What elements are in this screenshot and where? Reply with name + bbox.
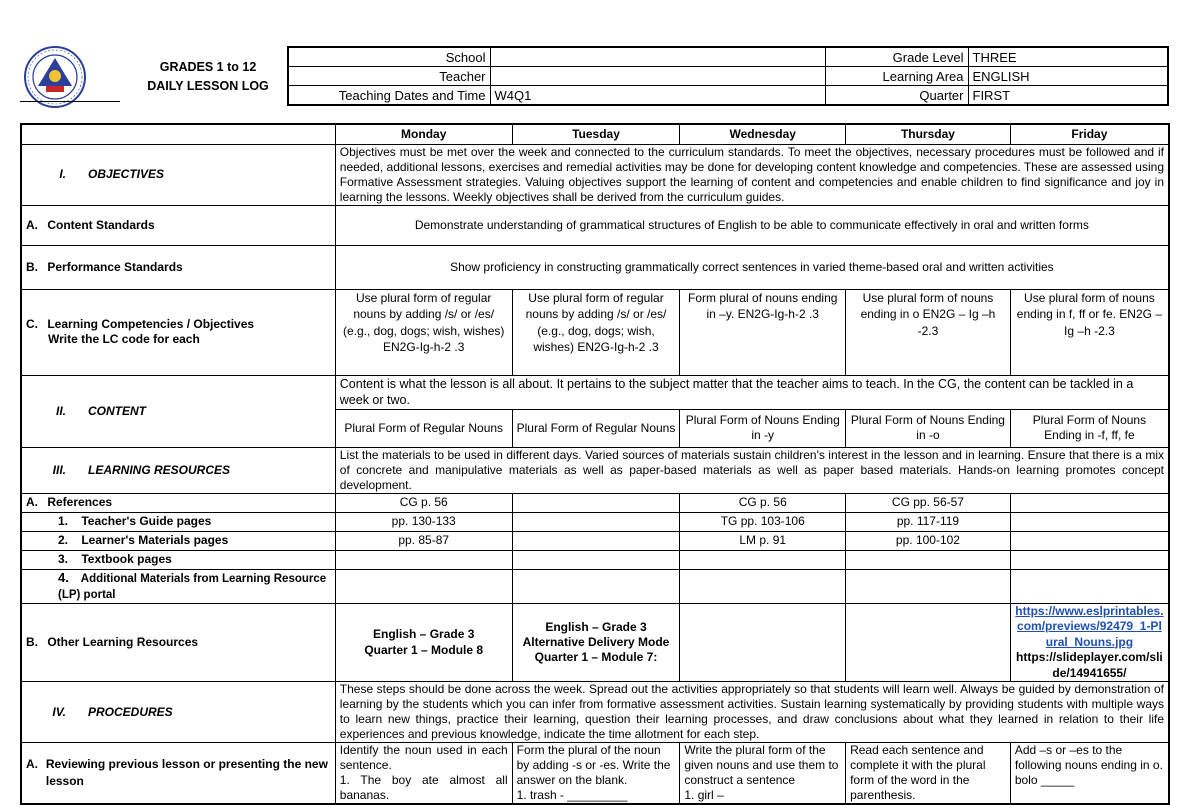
- section-label: CONTENT: [88, 403, 146, 418]
- item-label: Learner's Materials pages: [81, 533, 229, 547]
- content-standards-row: [21, 205, 1169, 245]
- review-monday: [335, 743, 512, 805]
- performance-standards-row: [21, 245, 1169, 289]
- review-monday-item: 1. The boy ate almost all bananas.: [339, 773, 508, 802]
- content-note-row: [21, 375, 1169, 409]
- references-friday: [1010, 493, 1169, 512]
- content-tuesday: Plural Form of Regular Nouns: [512, 409, 680, 447]
- teaching-dates-value[interactable]: W4Q1: [490, 86, 825, 106]
- item-label: Teacher's Guide pages: [81, 514, 212, 528]
- textbook-wednesday: [680, 550, 846, 569]
- resources-heading: [21, 447, 335, 493]
- day-tuesday: Tuesday: [512, 124, 680, 144]
- lm-pages-label: [21, 531, 335, 550]
- additional-wednesday: [680, 569, 846, 603]
- slideplayer-link[interactable]: https://slideplayer.com/slide/14941655/: [1016, 650, 1163, 680]
- school-label: School: [288, 47, 490, 67]
- references-tuesday: [512, 493, 680, 512]
- item-letter: A.: [26, 757, 38, 771]
- content-thursday: Plural Form of Nouns Ending in -o: [846, 409, 1011, 447]
- other-friday: [1010, 603, 1169, 682]
- item-label: Reviewing previous lesson or presenting the new lesson: [45, 757, 328, 788]
- content-monday: Plural Form of Regular Nouns: [335, 409, 512, 447]
- item-letter: C.: [26, 317, 38, 331]
- school-value[interactable]: [490, 47, 825, 67]
- additional-materials-label: [21, 569, 335, 603]
- deped-seal: [24, 46, 86, 108]
- tg-pages-wednesday: TG pp. 103-106: [680, 512, 846, 531]
- item-number: 2.: [58, 533, 69, 547]
- objectives-heading: [21, 144, 335, 205]
- other-tuesday-line-2: Alternative Delivery Mode: [522, 634, 670, 649]
- textbook-row: [21, 550, 1169, 569]
- quarter-value[interactable]: FIRST: [968, 86, 1168, 106]
- review-friday: [1010, 743, 1169, 805]
- teacher-label: Teacher: [288, 67, 490, 86]
- section-label: LEARNING RESOURCES: [88, 462, 231, 477]
- content-friday: Plural Form of Nouns Ending in -f, ff, fe: [1010, 409, 1169, 447]
- references-thursday: CG pp. 56-57: [846, 493, 1011, 512]
- content-heading: [21, 375, 335, 447]
- lm-pages-wednesday: LM p. 91: [680, 531, 846, 550]
- competencies-row: [21, 289, 1169, 375]
- day-friday: Friday: [1010, 124, 1169, 144]
- review-thursday-instruction: Read each sentence and complete it with the plural form of the word in the parenthesis.: [850, 743, 986, 802]
- other-monday: [335, 603, 512, 682]
- review-monday-instruction: Identify the noun used in each sentence.: [339, 743, 508, 772]
- item-number: 4.: [58, 569, 69, 585]
- competency-monday: Use plural form of regular nouns by adding /s/ or /es/ (e.g., dog, dogs; wish, wishes) EN2G-Ig-h-2 .3: [335, 289, 512, 375]
- textbook-monday: [335, 550, 512, 569]
- objectives-note: Objectives must be met over the week and connected to the curriculum standards. To meet the objectives, necessary procedures must be followed and if needed, additional lessons, exercises and remedial activities may be done for developing content knowledge and competencies. These are assessed using Formative Assessment strategies. Valuing objectives support the learning of content and competencies and enable children to find significance and joy in learning the lessons. Weekly objectives shall be derived from the curriculum guides.: [335, 144, 1169, 205]
- textbook-friday: [1010, 550, 1169, 569]
- item-number: 1.: [58, 514, 69, 528]
- item-label: Additional Materials from Learning Resource (LP) portal: [58, 572, 327, 601]
- item-label: Performance Standards: [47, 259, 183, 274]
- content-standards-value: Demonstrate understanding of grammatical structures of English to be able to communicate effectively in oral and written forms: [335, 205, 1169, 245]
- references-wednesday: CG p. 56: [680, 493, 846, 512]
- blank-corner: [21, 124, 335, 144]
- review-label: [21, 743, 335, 805]
- section-number: IV.: [52, 704, 66, 719]
- textbook-tuesday: [512, 550, 680, 569]
- tg-pages-thursday: pp. 117-119: [846, 512, 1011, 531]
- item-label: Textbook pages: [81, 552, 172, 566]
- review-wednesday-item: 1. girl –: [684, 788, 724, 802]
- item-letter: A.: [26, 495, 38, 509]
- references-row: [21, 493, 1169, 512]
- quarter-label: Quarter: [825, 86, 968, 106]
- lesson-log-table: [20, 123, 1170, 805]
- other-monday-line-2: Quarter 1 – Module 8: [364, 643, 484, 658]
- content-wednesday: Plural Form of Nouns Ending in -y: [680, 409, 846, 447]
- teaching-dates-label: Teaching Dates and Time: [288, 86, 490, 106]
- day-wednesday: Wednesday: [680, 124, 846, 144]
- review-wednesday: [680, 743, 846, 805]
- other-resources-row: [21, 603, 1169, 682]
- item-label: Content Standards: [47, 217, 155, 232]
- tg-pages-monday: pp. 130-133: [335, 512, 512, 531]
- grade-level-label: Grade Level: [825, 47, 968, 67]
- section-label: PROCEDURES: [88, 704, 173, 719]
- procedures-heading: [21, 682, 335, 743]
- review-tuesday: [512, 743, 680, 805]
- teacher-value[interactable]: [490, 67, 825, 86]
- title-line-1: GRADES 1 to 12: [159, 60, 257, 74]
- performance-standards-value: Show proficiency in constructing grammatically correct sentences in varied theme-based oral and written activities: [335, 245, 1169, 289]
- additional-materials-row: [21, 569, 1169, 603]
- review-tuesday-instruction: Form the plural of the noun by adding -s or -es. Write the answer on the blank.: [516, 743, 671, 787]
- other-resources-label: [21, 603, 335, 682]
- header-underline: [20, 101, 120, 102]
- title-line-2: DAILY LESSON LOG: [147, 79, 269, 93]
- additional-friday: [1010, 569, 1169, 603]
- section-label: OBJECTIVES: [88, 167, 165, 181]
- header-info-table: [287, 46, 1169, 106]
- other-tuesday-line-3: Quarter 1 – Module 7:: [534, 649, 658, 664]
- lm-pages-thursday: pp. 100-102: [846, 531, 1011, 550]
- document-title: [128, 58, 288, 96]
- resources-note: List the materials to be used in different days. Varied sources of materials sustain children's interest in the lesson and in learning. Ensure that there is a mix of concrete and manipulative materials as well as paper-based materials as well as paper based materials. Hands-on learning promotes concept development.: [335, 447, 1169, 493]
- review-row: [21, 743, 1169, 805]
- resources-row: [21, 447, 1169, 493]
- day-monday: Monday: [335, 124, 512, 144]
- other-monday-line-1: English – Grade 3: [373, 627, 475, 642]
- competencies-label: [21, 289, 335, 375]
- item-label: Other Learning Resources: [47, 634, 199, 649]
- lm-pages-monday: pp. 85-87: [335, 531, 512, 550]
- performance-standards-label: [21, 245, 335, 289]
- tg-pages-friday: [1010, 512, 1169, 531]
- additional-thursday: [846, 569, 1011, 603]
- review-thursday: [846, 743, 1011, 805]
- competency-wednesday: Form plural of nouns ending in –y. EN2G-Ig-h-2 .3: [680, 289, 846, 375]
- competencies-line-2: Write the LC code for each: [48, 332, 200, 346]
- objectives-row: [21, 144, 1169, 205]
- item-number: 3.: [58, 552, 69, 566]
- item-letter: A.: [26, 217, 38, 232]
- learning-area-value[interactable]: ENGLISH: [968, 67, 1168, 86]
- lm-pages-tuesday: [512, 531, 680, 550]
- other-thursday: [846, 603, 1011, 682]
- item-label: References: [47, 495, 113, 509]
- additional-tuesday: [512, 569, 680, 603]
- other-tuesday: [512, 603, 680, 682]
- lm-pages-friday: [1010, 531, 1169, 550]
- learning-area-label: Learning Area: [825, 67, 968, 86]
- textbook-thursday: [846, 550, 1011, 569]
- review-friday-item: bolo _____: [1014, 773, 1075, 787]
- tg-pages-label: [21, 512, 335, 531]
- item-letter: B.: [26, 259, 38, 274]
- days-row: [21, 124, 1169, 144]
- lm-pages-row: [21, 531, 1169, 550]
- other-tuesday-line-1: English – Grade 3: [545, 619, 647, 634]
- section-number: III.: [52, 462, 66, 477]
- textbook-label: [21, 550, 335, 569]
- competency-friday: Use plural form of nouns ending in f, ff or fe. EN2G – Ig –h -2.3: [1010, 289, 1169, 375]
- other-wednesday: [680, 603, 846, 682]
- references-label: [21, 493, 335, 512]
- tg-pages-row: [21, 512, 1169, 531]
- eslprintables-link[interactable]: https://www.eslprintables.com/previews/92479_1-Plural_Nouns.jpg: [1015, 603, 1164, 649]
- competency-tuesday: Use plural form of regular nouns by adding /s/ or /es/ (e.g., dog, dogs; wish, wishes) EN2G-Ig-h-2 .3: [512, 289, 680, 375]
- content-standards-label: [21, 205, 335, 245]
- references-monday: CG p. 56: [335, 493, 512, 512]
- item-letter: B.: [26, 634, 38, 649]
- grade-level-value[interactable]: THREE: [968, 47, 1168, 67]
- review-wednesday-instruction: Write the plural form of the given nouns and use them to construct a sentence: [684, 743, 839, 787]
- additional-monday: [335, 569, 512, 603]
- competencies-line-1: [26, 317, 331, 332]
- procedures-row: [21, 682, 1169, 743]
- review-friday-instruction: Add –s or –es to the following nouns ending in o.: [1014, 743, 1163, 772]
- day-thursday: Thursday: [846, 124, 1011, 144]
- content-note: Content is what the lesson is all about. It pertains to the subject matter that the teacher aims to teach. In the CG, the content can be tackled in a week or two.: [335, 375, 1169, 409]
- tg-pages-tuesday: [512, 512, 680, 531]
- procedures-note: These steps should be done across the week. Spread out the activities appropriately so that students will learn well. Always be guided by demonstration of learning by the students which you can infer from formative assessment activities. Sustain learning systematically by providing students with multiple ways to learn new things, practice their learning, question their learning processes, and draw conclusions about what they learned in relation to their life experiences and previous knowledge, indicate the time allotment for each step.: [335, 682, 1169, 743]
- section-number: II.: [55, 403, 66, 418]
- section-number: I.: [59, 167, 66, 181]
- review-tuesday-item: 1. trash - _________: [516, 788, 628, 802]
- competency-thursday: Use plural form of nouns ending in o EN2G – Ig –h -2.3: [846, 289, 1011, 375]
- item-label: Learning Competencies / Objectives: [47, 317, 255, 331]
